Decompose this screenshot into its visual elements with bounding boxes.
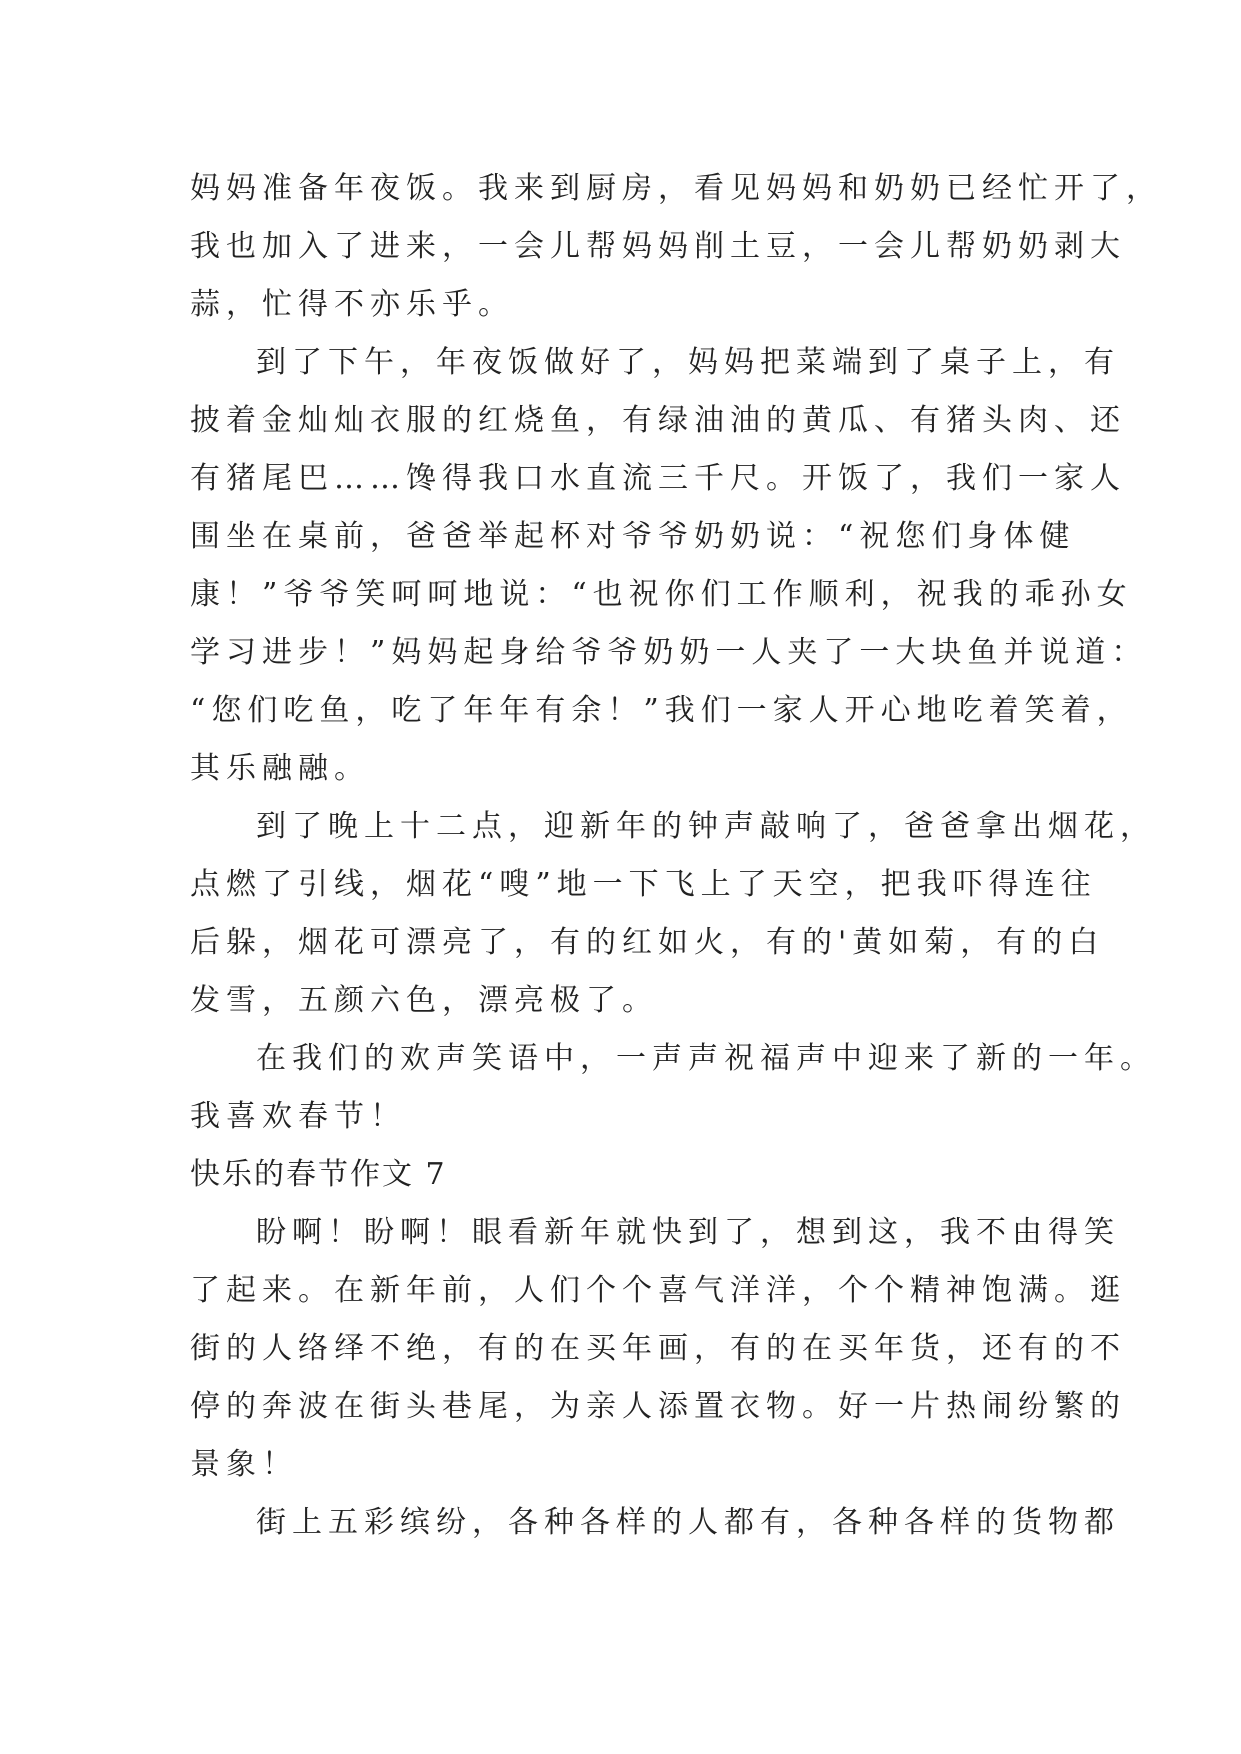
- paragraph-start-line: 盼啊！盼啊！眼看新年就快到了，想到这，我不由得笑: [256, 1215, 1120, 1250]
- essay-title: 快乐的春节作文 7: [190, 1157, 447, 1192]
- text-line: 我也加入了进来，一会儿帮妈妈削土豆，一会儿帮奶奶剥大: [190, 229, 1126, 264]
- paragraph-start-line: 到了下午，年夜饭做好了，妈妈把菜端到了桌子上，有: [256, 345, 1120, 380]
- text-line: 了起来。在新年前，人们个个喜气洋洋，个个精神饱满。逛: [190, 1273, 1126, 1308]
- paragraph-start-line: 街上五彩缤纷，各种各样的人都有，各种各样的货物都: [256, 1505, 1120, 1540]
- text-line: 我喜欢春节！: [190, 1099, 406, 1134]
- text-line: 街的人络绎不绝，有的在买年画，有的在买年货，还有的不: [190, 1331, 1126, 1366]
- text-line: 景象！: [190, 1447, 298, 1482]
- text-line: 妈妈准备年夜饭。我来到厨房，看见妈妈和奶奶已经忙开了，: [190, 171, 1162, 206]
- text-line: 康！”爷爷笑呵呵地说：“也祝你们工作顺利，祝我的乖孙女: [190, 577, 1133, 612]
- paragraph-start-line: 到了晚上十二点，迎新年的钟声敲响了，爸爸拿出烟花，: [256, 809, 1156, 844]
- document-body: [190, 160, 1162, 1552]
- text-line: 有猪尾巴……馋得我口水直流三千尺。开饭了，我们一家人: [190, 461, 1126, 496]
- text-line: 其乐融融。: [190, 751, 370, 786]
- text-line: 蒜，忙得不亦乐乎。: [190, 287, 514, 322]
- text-line: “您们吃鱼，吃了年年有余！”我们一家人开心地吃着笑着，: [190, 693, 1133, 728]
- text-line: 后躲，烟花可漂亮了，有的红如火，有的'黄如菊，有的白: [190, 925, 1105, 960]
- text-line: 学习进步！”妈妈起身给爷爷奶奶一人夹了一大块鱼并说道：: [190, 635, 1148, 670]
- text-line: 停的奔波在街头巷尾，为亲人添置衣物。好一片热闹纷繁的: [190, 1389, 1126, 1424]
- text-line: 发雪，五颜六色，漂亮极了。: [190, 983, 658, 1018]
- text-line: 围坐在桌前，爸爸举起杯对爷爷奶奶说：“祝您们身体健: [190, 519, 1076, 554]
- text-line: 点燃了引线，烟花“嗖”地一下飞上了天空，把我吓得连往: [190, 867, 1097, 902]
- text-line: 披着金灿灿衣服的红烧鱼，有绿油油的黄瓜、有猪头肉、还: [190, 403, 1126, 438]
- paragraph-start-line: 在我们的欢声笑语中，一声声祝福声中迎来了新的一年。: [256, 1041, 1156, 1076]
